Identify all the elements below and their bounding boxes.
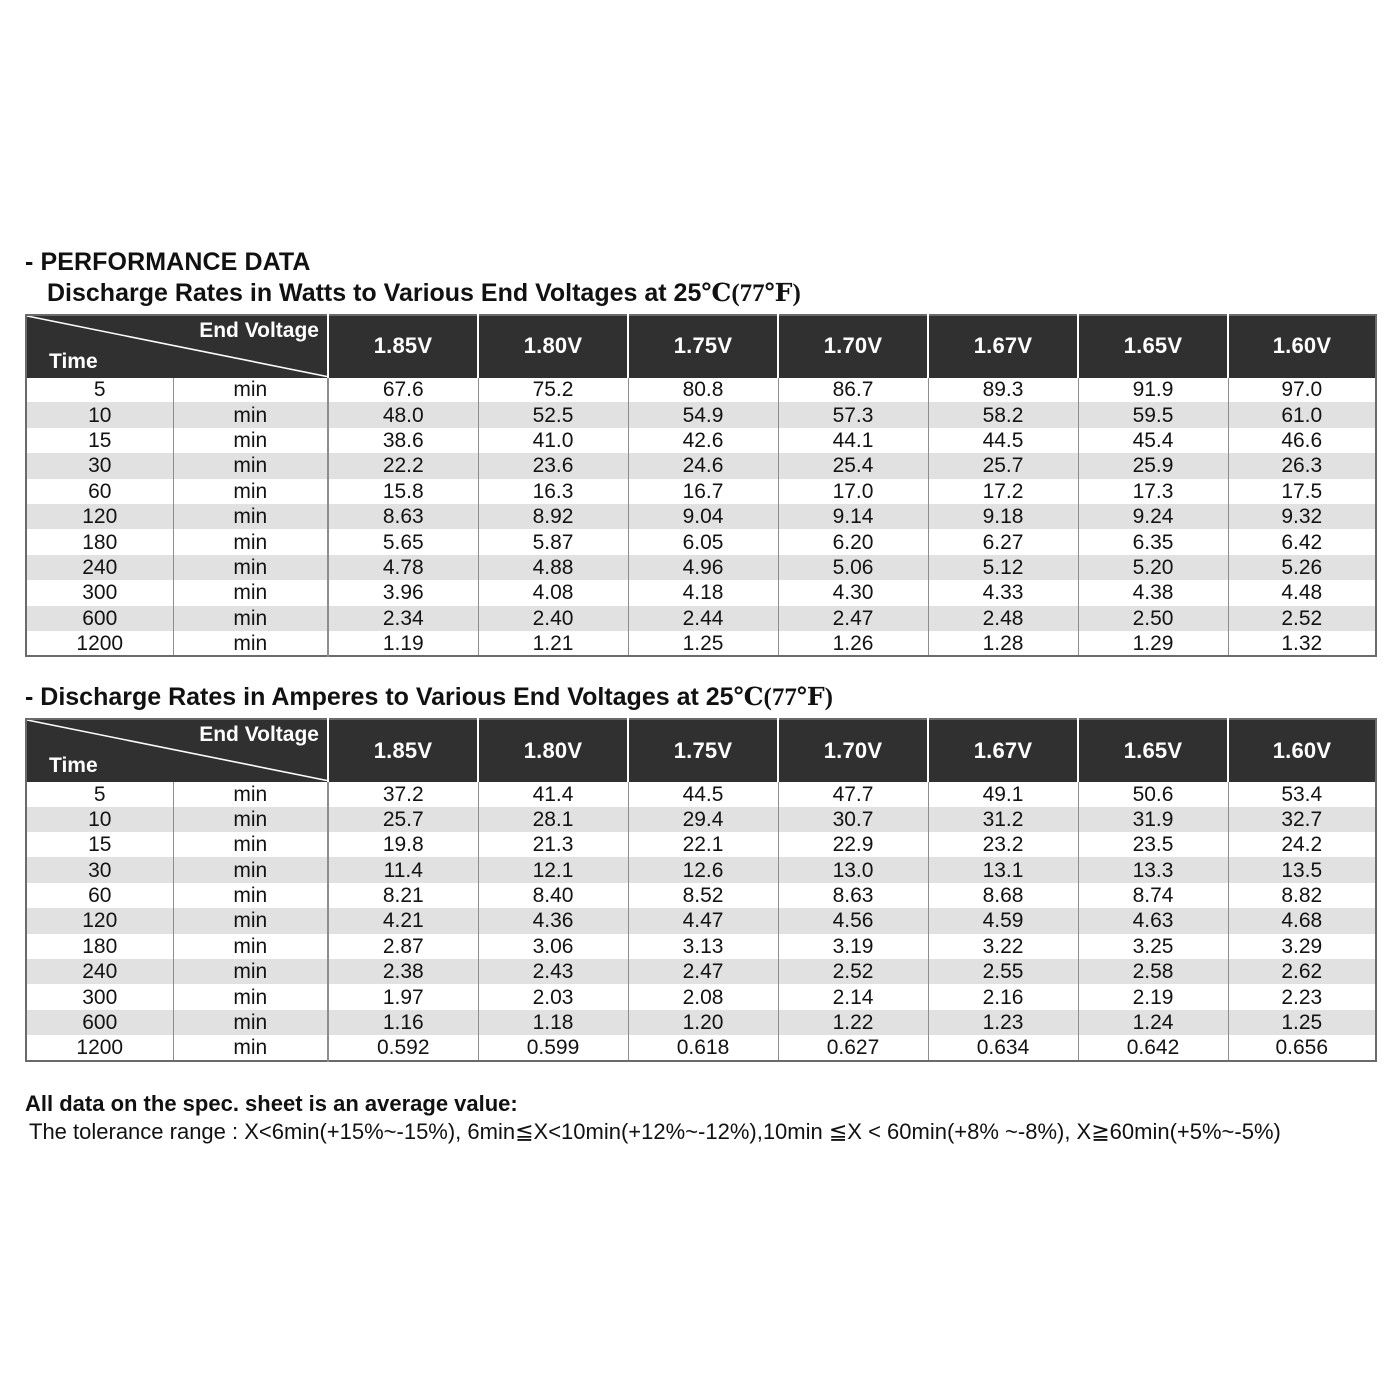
cell-value: 11.4 (328, 857, 478, 882)
cell-value: 41.4 (478, 781, 628, 806)
cell-time: 1200 (26, 1035, 173, 1060)
cell-unit: min (173, 453, 328, 478)
cell-value: 26.3 (1228, 453, 1376, 478)
cell-time: 180 (26, 529, 173, 554)
cell-value: 32.7 (1228, 807, 1376, 832)
cell-unit: min (173, 529, 328, 554)
cell-value: 1.28 (928, 631, 1078, 656)
cell-time: 240 (26, 959, 173, 984)
column-header-voltage: 1.75V (628, 719, 778, 781)
cell-value: 2.50 (1078, 606, 1228, 631)
cell-value: 25.4 (778, 453, 928, 478)
cell-value: 50.6 (1078, 781, 1228, 806)
content-container (25, 248, 1375, 1147)
cell-value: 38.6 (328, 428, 478, 453)
cell-value: 1.25 (628, 631, 778, 656)
table-row (26, 580, 1376, 605)
cell-time: 60 (26, 479, 173, 504)
table-row (26, 984, 1376, 1009)
cell-value: 5.26 (1228, 555, 1376, 580)
table-row (26, 606, 1376, 631)
footnote-heading: All data on the spec. sheet is an average value: (25, 1090, 518, 1116)
table-row (26, 807, 1376, 832)
cell-unit: min (173, 479, 328, 504)
table-row (26, 479, 1376, 504)
cell-value: 52.5 (478, 402, 628, 427)
cell-time: 300 (26, 984, 173, 1009)
cell-value: 13.0 (778, 857, 928, 882)
cell-value: 2.55 (928, 959, 1078, 984)
cell-value: 0.642 (1078, 1035, 1228, 1060)
header-corner-cell (26, 719, 328, 781)
cell-value: 30.7 (778, 807, 928, 832)
cell-value: 17.0 (778, 479, 928, 504)
cell-value: 29.4 (628, 807, 778, 832)
column-header-voltage: 1.85V (328, 315, 478, 377)
cell-value: 12.6 (628, 857, 778, 882)
header-time-label: Time (49, 753, 98, 777)
table-row (26, 908, 1376, 933)
cell-value: 1.26 (778, 631, 928, 656)
table-row (26, 883, 1376, 908)
cell-value: 8.63 (778, 883, 928, 908)
header-end-voltage-label: End Voltage (199, 319, 319, 342)
cell-unit: min (173, 1035, 328, 1060)
header-end-voltage-label: End Voltage (199, 723, 319, 747)
cell-value: 4.47 (628, 908, 778, 933)
cell-value: 8.68 (928, 883, 1078, 908)
cell-unit: min (173, 857, 328, 882)
watts-table-header (26, 315, 1376, 377)
cell-value: 4.38 (1078, 580, 1228, 605)
table-row (26, 959, 1376, 984)
cell-value: 9.24 (1078, 504, 1228, 529)
cell-value: 6.05 (628, 529, 778, 554)
column-header-voltage: 1.70V (778, 315, 928, 377)
cell-value: 0.618 (628, 1035, 778, 1060)
cell-time: 30 (26, 453, 173, 478)
cell-value: 9.14 (778, 504, 928, 529)
column-header-voltage: 1.80V (478, 719, 628, 781)
cell-value: 47.7 (778, 781, 928, 806)
column-header-voltage: 1.67V (928, 315, 1078, 377)
cell-value: 8.52 (628, 883, 778, 908)
cell-value: 2.08 (628, 984, 778, 1009)
table-row (26, 504, 1376, 529)
cell-value: 1.16 (328, 1010, 478, 1035)
cell-value: 3.06 (478, 934, 628, 959)
cell-value: 67.6 (328, 377, 478, 402)
table-row (26, 934, 1376, 959)
cell-value: 2.14 (778, 984, 928, 1009)
cell-value: 2.44 (628, 606, 778, 631)
cell-value: 2.19 (1078, 984, 1228, 1009)
cell-value: 58.2 (928, 402, 1078, 427)
cell-value: 61.0 (1228, 402, 1376, 427)
table-row (26, 1010, 1376, 1035)
cell-value: 4.30 (778, 580, 928, 605)
column-header-voltage: 1.60V (1228, 719, 1376, 781)
cell-value: 21.3 (478, 832, 628, 857)
column-header-voltage: 1.67V (928, 719, 1078, 781)
cell-value: 8.40 (478, 883, 628, 908)
footnote-body: The tolerance range : X<6min(+15%~-15%), 6min≦X<10min(+12%~-12%),10min ≦X < 60min(+8% ~-8%), X≧60min(+5%~-5%) (29, 1119, 1281, 1145)
cell-value: 41.0 (478, 428, 628, 453)
cell-value: 1.32 (1228, 631, 1376, 656)
table-row (26, 377, 1376, 402)
cell-value: 9.18 (928, 504, 1078, 529)
cell-value: 4.48 (1228, 580, 1376, 605)
cell-value: 8.21 (328, 883, 478, 908)
table-row (26, 428, 1376, 453)
cell-time: 240 (26, 555, 173, 580)
cell-value: 16.3 (478, 479, 628, 504)
cell-value: 4.96 (628, 555, 778, 580)
cell-unit: min (173, 832, 328, 857)
cell-unit: min (173, 984, 328, 1009)
column-header-voltage: 1.70V (778, 719, 928, 781)
cell-value: 9.04 (628, 504, 778, 529)
cell-value: 31.9 (1078, 807, 1228, 832)
column-header-voltage: 1.80V (478, 315, 628, 377)
cell-value: 91.9 (1078, 377, 1228, 402)
cell-value: 2.47 (778, 606, 928, 631)
cell-value: 23.2 (928, 832, 1078, 857)
cell-value: 45.4 (1078, 428, 1228, 453)
cell-value: 19.8 (328, 832, 478, 857)
table-row (26, 529, 1376, 554)
cell-value: 17.2 (928, 479, 1078, 504)
watts-table-body (26, 377, 1376, 656)
cell-unit: min (173, 402, 328, 427)
cell-value: 2.03 (478, 984, 628, 1009)
cell-value: 13.3 (1078, 857, 1228, 882)
cell-value: 2.34 (328, 606, 478, 631)
cell-value: 59.5 (1078, 402, 1228, 427)
cell-value: 42.6 (628, 428, 778, 453)
fahrenheit-symbol-watts: (77℉) (731, 280, 801, 307)
cell-value: 2.23 (1228, 984, 1376, 1009)
cell-value: 17.5 (1228, 479, 1376, 504)
page-title: - PERFORMANCE DATA (25, 248, 311, 276)
column-header-voltage: 1.75V (628, 315, 778, 377)
cell-time: 120 (26, 504, 173, 529)
cell-unit: min (173, 883, 328, 908)
cell-time: 5 (26, 781, 173, 806)
cell-value: 24.6 (628, 453, 778, 478)
cell-value: 4.08 (478, 580, 628, 605)
cell-unit: min (173, 377, 328, 402)
cell-unit: min (173, 1010, 328, 1035)
table-watts-title-text: Discharge Rates in Watts to Various End Voltages at 25 (47, 279, 702, 307)
cell-value: 0.634 (928, 1035, 1078, 1060)
cell-time: 15 (26, 428, 173, 453)
cell-value: 37.2 (328, 781, 478, 806)
cell-value: 4.59 (928, 908, 1078, 933)
cell-value: 2.16 (928, 984, 1078, 1009)
cell-value: 8.92 (478, 504, 628, 529)
cell-value: 22.9 (778, 832, 928, 857)
cell-value: 2.58 (1078, 959, 1228, 984)
cell-value: 1.19 (328, 631, 478, 656)
cell-value: 25.7 (328, 807, 478, 832)
cell-value: 3.29 (1228, 934, 1376, 959)
cell-value: 2.62 (1228, 959, 1376, 984)
cell-value: 1.24 (1078, 1010, 1228, 1035)
cell-value: 1.22 (778, 1010, 928, 1035)
discharge-watts-table (25, 314, 1377, 657)
cell-value: 13.1 (928, 857, 1078, 882)
cell-value: 8.82 (1228, 883, 1376, 908)
cell-value: 28.1 (478, 807, 628, 832)
column-header-voltage: 1.65V (1078, 315, 1228, 377)
table-amperes-title-text: - Discharge Rates in Amperes to Various End Voltages at 25 (25, 683, 734, 712)
celsius-symbol-amperes: ℃ (733, 684, 764, 712)
cell-value: 3.25 (1078, 934, 1228, 959)
cell-unit: min (173, 504, 328, 529)
cell-value: 16.7 (628, 479, 778, 504)
cell-time: 600 (26, 606, 173, 631)
cell-value: 0.656 (1228, 1035, 1376, 1060)
cell-time: 10 (26, 402, 173, 427)
cell-value: 3.19 (778, 934, 928, 959)
cell-value: 53.4 (1228, 781, 1376, 806)
cell-value: 86.7 (778, 377, 928, 402)
table-row (26, 555, 1376, 580)
cell-value: 5.12 (928, 555, 1078, 580)
cell-value: 1.29 (1078, 631, 1228, 656)
cell-value: 54.9 (628, 402, 778, 427)
cell-value: 4.78 (328, 555, 478, 580)
table-row (26, 402, 1376, 427)
cell-value: 2.52 (1228, 606, 1376, 631)
cell-value: 6.27 (928, 529, 1078, 554)
cell-value: 15.8 (328, 479, 478, 504)
cell-unit: min (173, 807, 328, 832)
cell-value: 8.63 (328, 504, 478, 529)
cell-value: 23.6 (478, 453, 628, 478)
cell-value: 31.2 (928, 807, 1078, 832)
cell-value: 89.3 (928, 377, 1078, 402)
table-watts-title (47, 279, 1375, 308)
cell-value: 1.97 (328, 984, 478, 1009)
table-row (26, 857, 1376, 882)
cell-value: 2.40 (478, 606, 628, 631)
cell-value: 2.87 (328, 934, 478, 959)
cell-time: 180 (26, 934, 173, 959)
cell-value: 12.1 (478, 857, 628, 882)
cell-value: 80.8 (628, 377, 778, 402)
amperes-table-header (26, 719, 1376, 781)
column-header-voltage: 1.60V (1228, 315, 1376, 377)
cell-value: 1.21 (478, 631, 628, 656)
amperes-table-body (26, 781, 1376, 1060)
cell-value: 5.20 (1078, 555, 1228, 580)
cell-unit: min (173, 908, 328, 933)
cell-value: 3.13 (628, 934, 778, 959)
cell-time: 30 (26, 857, 173, 882)
fahrenheit-symbol-amperes: (77℉) (763, 684, 833, 712)
cell-value: 0.592 (328, 1035, 478, 1060)
cell-value: 1.20 (628, 1010, 778, 1035)
cell-value: 44.1 (778, 428, 928, 453)
cell-value: 3.96 (328, 580, 478, 605)
cell-value: 9.32 (1228, 504, 1376, 529)
cell-value: 24.2 (1228, 832, 1376, 857)
cell-unit: min (173, 631, 328, 656)
table-row (26, 781, 1376, 806)
discharge-amperes-table (25, 718, 1377, 1061)
cell-time: 5 (26, 377, 173, 402)
cell-value: 6.20 (778, 529, 928, 554)
cell-time: 60 (26, 883, 173, 908)
cell-value: 4.88 (478, 555, 628, 580)
table-row (26, 631, 1376, 656)
cell-time: 10 (26, 807, 173, 832)
cell-value: 23.5 (1078, 832, 1228, 857)
table-row (26, 832, 1376, 857)
cell-value: 17.3 (1078, 479, 1228, 504)
cell-value: 6.42 (1228, 529, 1376, 554)
cell-value: 5.87 (478, 529, 628, 554)
cell-value: 4.63 (1078, 908, 1228, 933)
cell-value: 2.48 (928, 606, 1078, 631)
cell-time: 120 (26, 908, 173, 933)
cell-value: 4.56 (778, 908, 928, 933)
cell-unit: min (173, 959, 328, 984)
cell-time: 600 (26, 1010, 173, 1035)
cell-value: 25.9 (1078, 453, 1228, 478)
cell-value: 22.1 (628, 832, 778, 857)
cell-unit: min (173, 428, 328, 453)
table-row (26, 453, 1376, 478)
cell-value: 4.18 (628, 580, 778, 605)
cell-value: 0.627 (778, 1035, 928, 1060)
cell-value: 8.74 (1078, 883, 1228, 908)
cell-value: 3.22 (928, 934, 1078, 959)
cell-value: 2.47 (628, 959, 778, 984)
table-amperes-title (25, 683, 1375, 712)
cell-unit: min (173, 580, 328, 605)
cell-value: 44.5 (628, 781, 778, 806)
cell-value: 6.35 (1078, 529, 1228, 554)
cell-value: 2.38 (328, 959, 478, 984)
cell-value: 4.68 (1228, 908, 1376, 933)
cell-value: 5.65 (328, 529, 478, 554)
cell-value: 0.599 (478, 1035, 628, 1060)
column-header-voltage: 1.85V (328, 719, 478, 781)
table-row (26, 1035, 1376, 1060)
cell-value: 44.5 (928, 428, 1078, 453)
cell-value: 1.18 (478, 1010, 628, 1035)
cell-value: 4.21 (328, 908, 478, 933)
cell-value: 4.33 (928, 580, 1078, 605)
celsius-symbol-watts: ℃ (701, 280, 732, 307)
cell-value: 13.5 (1228, 857, 1376, 882)
cell-value: 1.23 (928, 1010, 1078, 1035)
cell-value: 2.52 (778, 959, 928, 984)
cell-value: 22.2 (328, 453, 478, 478)
footnote-block (25, 1090, 1375, 1147)
cell-unit: min (173, 934, 328, 959)
cell-unit: min (173, 606, 328, 631)
cell-value: 46.6 (1228, 428, 1376, 453)
cell-value: 97.0 (1228, 377, 1376, 402)
cell-unit: min (173, 781, 328, 806)
cell-time: 300 (26, 580, 173, 605)
header-time-label: Time (49, 349, 98, 373)
cell-value: 1.25 (1228, 1010, 1376, 1035)
column-header-voltage: 1.65V (1078, 719, 1228, 781)
cell-value: 4.36 (478, 908, 628, 933)
cell-value: 57.3 (778, 402, 928, 427)
cell-value: 2.43 (478, 959, 628, 984)
cell-time: 15 (26, 832, 173, 857)
cell-value: 5.06 (778, 555, 928, 580)
cell-time: 1200 (26, 631, 173, 656)
cell-value: 48.0 (328, 402, 478, 427)
header-corner-cell (26, 315, 328, 377)
cell-value: 49.1 (928, 781, 1078, 806)
cell-value: 25.7 (928, 453, 1078, 478)
cell-value: 75.2 (478, 377, 628, 402)
cell-unit: min (173, 555, 328, 580)
